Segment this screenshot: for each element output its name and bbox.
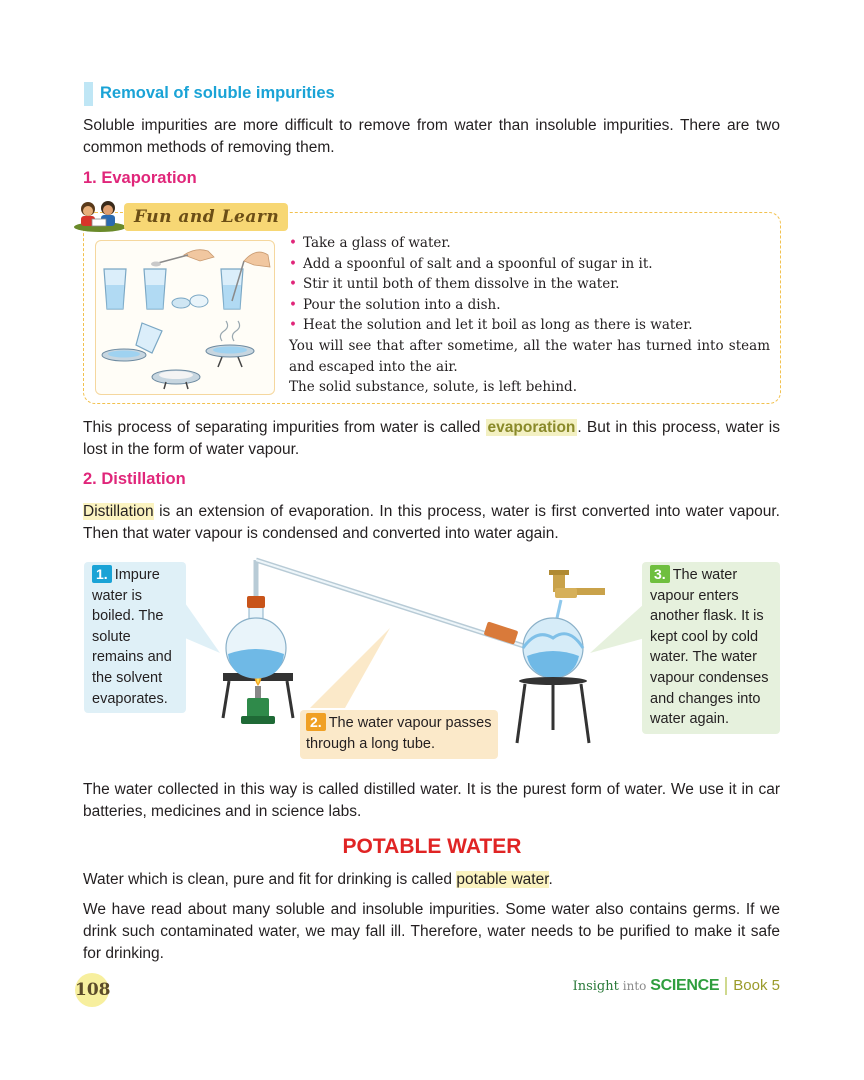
section-heading: Removal of soluble impurities bbox=[100, 84, 335, 102]
potable-water-term: potable water bbox=[456, 871, 549, 888]
fun-and-learn-instructions bbox=[289, 233, 770, 398]
evaporation-term: evaporation bbox=[487, 419, 576, 436]
list-item: • Add a spoonful of salt and a spoonful of sugar in it. bbox=[289, 255, 653, 272]
potable-definition-paragraph: Water which is clean, pure and fit for drinking is called potable water. bbox=[83, 871, 553, 888]
evaporation-heading: 1. Evaporation bbox=[83, 169, 197, 187]
list-item: • Stir it until both of them dissolve in the water. bbox=[289, 276, 620, 293]
evaporation-experiment-illustration bbox=[95, 240, 275, 395]
fun-and-learn-badge: Fun and Learn bbox=[124, 203, 288, 231]
potable-water-title: POTABLE WATER bbox=[342, 835, 522, 858]
book-footer: Insight into SCIENCE Book 5 bbox=[572, 977, 780, 994]
distillation-heading: 2. Distillation bbox=[83, 470, 186, 488]
list-item: • Pour the solution into a dish. bbox=[289, 296, 501, 313]
callout-boiling: 1. Impure water is boiled. The solute remains and the solvent evaporates. bbox=[84, 562, 186, 713]
distilled-water-paragraph: The water collected in this way is called distilled water. It is the purest form of water. We use it in car batteries, medicines and in science labs. bbox=[83, 781, 780, 820]
page-number: 108 bbox=[75, 973, 109, 1007]
list-item: • Heat the solution and let it boil as long as there is water. bbox=[289, 317, 693, 334]
result-text: The solid substance, solute, is left behind. bbox=[289, 379, 577, 396]
list-item: • Take a glass of water. bbox=[289, 235, 451, 251]
kids-reading-icon bbox=[72, 197, 128, 233]
footer-divider bbox=[725, 977, 727, 995]
intro-paragraph: Soluble impurities are more difficult to remove from water than insoluble impurities. There are two common methods of removing them. bbox=[83, 117, 780, 156]
heading-accent-bar bbox=[84, 82, 93, 106]
contaminated-water-paragraph: We have read about many soluble and insoluble impurities. Some water also contains germs. If we drink such contaminated water, we may fall ill. Therefore, water needs to be purified to make it safe for drinking. bbox=[83, 901, 780, 962]
result-text: You will see that after sometime, all the water has turned into steam and escaped into the air. bbox=[289, 337, 770, 375]
distillation-paragraph: Distillation is an extension of evaporation. In this process, water is first converted into water vapour. Then that water vapour is condensed and converted into water again. bbox=[83, 503, 780, 542]
evaporation-paragraph: This process of separating impurities from water is called evaporation . But in this process, water is lost in the form of water vapour. bbox=[83, 419, 781, 458]
distillation-term: Distillation bbox=[83, 503, 154, 520]
callout-long-tube: 2. The water vapour passes through a long tube. bbox=[300, 710, 498, 759]
callout-condensing: 3. The water vapour enters another flask. It is kept cool by cold water. The water vapour condenses and changes into water again. bbox=[642, 562, 780, 734]
